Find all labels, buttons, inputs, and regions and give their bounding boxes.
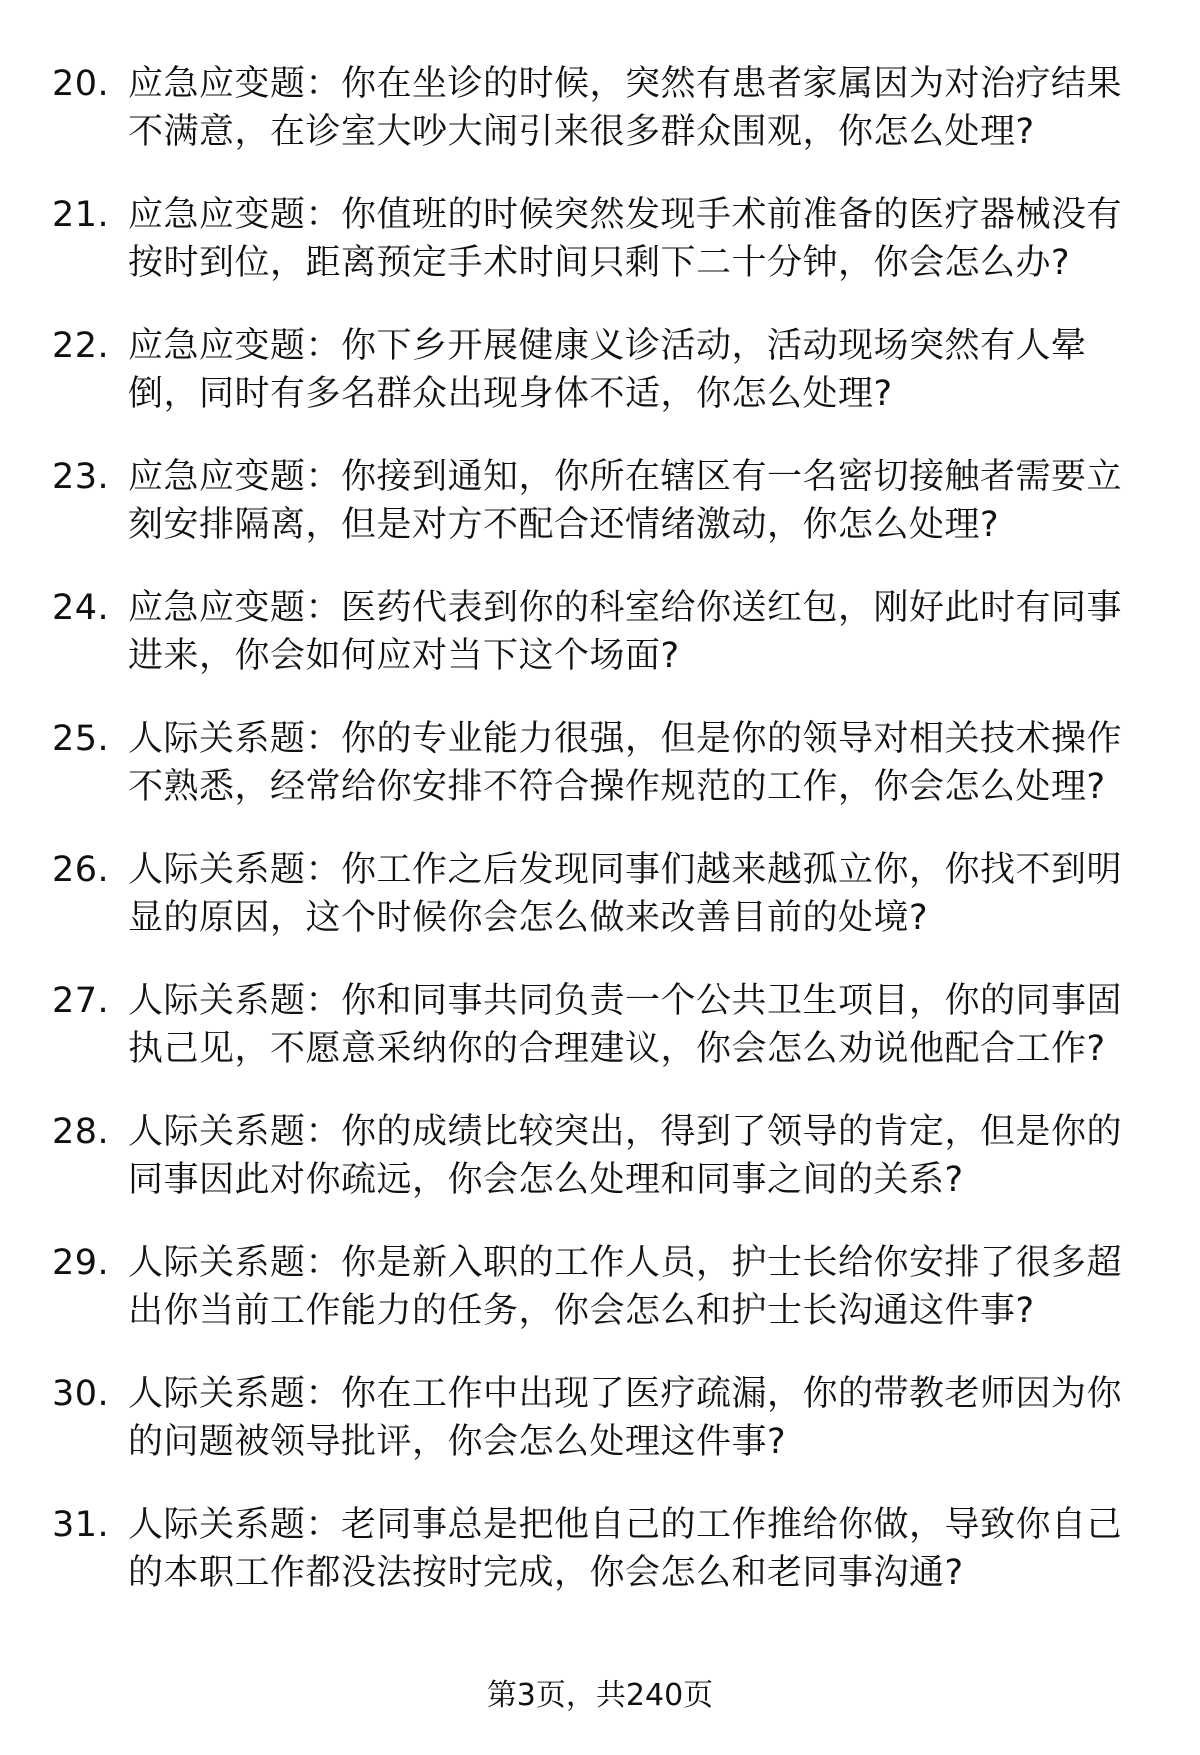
question-number: 31. [52, 1505, 110, 1545]
question-number: 29. [52, 1243, 110, 1283]
question-text: 人际关系题：你工作之后发现同事们越来越孤立你，你找不到明显的原因，这个时候你会怎么做来改善目前的处境? [128, 850, 1123, 938]
question-text: 人际关系题：你是新入职的工作人员，护士长给你安排了很多超出你当前工作能力的任务，你会怎么和护士长沟通这件事? [128, 1243, 1123, 1331]
question-number: 26. [52, 850, 110, 890]
question-text: 应急应变题：你在坐诊的时候，突然有患者家属因为对治疗结果不满意，在诊室大吵大闹引来很多群众围观，你怎么处理? [128, 64, 1123, 152]
question-text: 人际关系题：老同事总是把他自己的工作推给你做，导致你自己的本职工作都没法按时完成，你会怎么和老同事沟通? [128, 1505, 1123, 1593]
question-number: 21. [52, 195, 110, 235]
question-number: 24. [52, 588, 110, 628]
question-number: 30. [52, 1374, 110, 1414]
question-item [0, 977, 1200, 1108]
question-text: 人际关系题：你和同事共同负责一个公共卫生项目，你的同事固执己见，不愿意采纳你的合理建议，你会怎么劝说他配合工作? [128, 981, 1123, 1069]
question-number: 28. [52, 1112, 110, 1152]
question-item [0, 846, 1200, 977]
question-text: 应急应变题：你下乡开展健康义诊活动，活动现场突然有人晕倒，同时有多名群众出现身体不适，你怎么处理? [128, 326, 1087, 414]
question-number: 27. [52, 981, 110, 1021]
question-number: 25. [52, 719, 110, 759]
question-item [0, 60, 1200, 191]
question-text: 人际关系题：你的专业能力很强，但是你的领导对相关技术操作不熟悉，经常给你安排不符合操作规范的工作，你会怎么处理? [128, 719, 1123, 807]
question-number: 22. [52, 326, 110, 366]
question-text: 应急应变题：医药代表到你的科室给你送红包，刚好此时有同事进来，你会如何应对当下这个场面? [128, 588, 1123, 676]
question-item [0, 453, 1200, 584]
question-text: 应急应变题：你值班的时候突然发现手术前准备的医疗器械没有按时到位，距离预定手术时间只剩下二十分钟，你会怎么办? [128, 195, 1123, 283]
page-footer: 第3页，共240页 [486, 1678, 714, 1713]
question-item [0, 1501, 1200, 1632]
question-number: 20. [52, 64, 110, 104]
question-item [0, 1370, 1200, 1501]
question-item [0, 191, 1200, 322]
question-number: 23. [52, 457, 110, 497]
question-text: 人际关系题：你在工作中出现了医疗疏漏，你的带教老师因为你的问题被领导批评，你会怎么处理这件事? [128, 1374, 1123, 1462]
question-item [0, 322, 1200, 453]
question-text: 人际关系题：你的成绩比较突出，得到了领导的肯定，但是你的同事因此对你疏远，你会怎么处理和同事之间的关系? [128, 1112, 1123, 1200]
question-item [0, 715, 1200, 846]
question-text: 应急应变题：你接到通知，你所在辖区有一名密切接触者需要立刻安排隔离，但是对方不配合还情绪激动，你怎么处理? [128, 457, 1123, 545]
question-list [0, 60, 1200, 1632]
question-item [0, 1239, 1200, 1370]
question-item [0, 584, 1200, 715]
question-item [0, 1108, 1200, 1239]
